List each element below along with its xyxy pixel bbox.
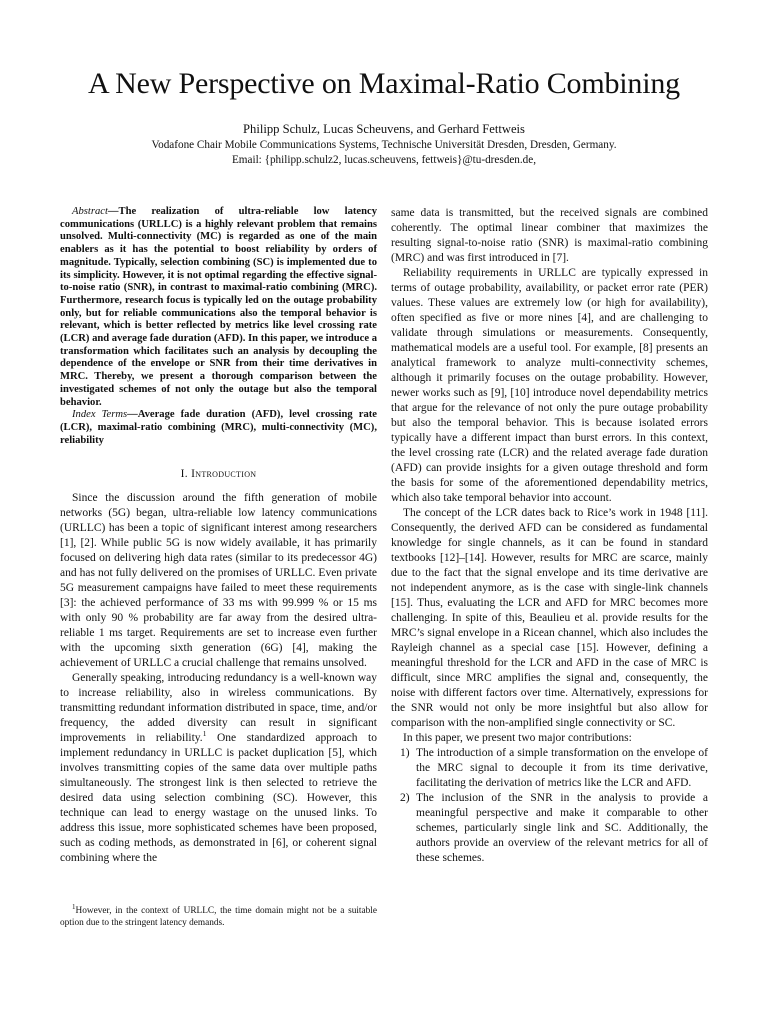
list-item [391, 746, 708, 791]
abstract-text: The realization of ultra-reliable low latency communications (URLLC) is a highly relevant problem that remains unsolved. Multi-connectivity (MC) is regarded as one of the main enablers as it has the potential to boost reliability by orders of magnitude. Typically, selection combining (SC) is implemented due to its simplicity. However, it is not optimal regarding the effective signal-to-noise ratio (SNR), in contrast to maximal-ratio combining (MRC). Furthermore, research focus is typically led on the outage probability only, but for reliable communications also the temporal behavior is relevant, which is better reflected by metrics like level crossing rate (LCR) and average fade duration (AFD). In this paper, we introduce a transformation which facilitates such an analysis by decoupling the dependence of the envelope or SNR from their time derivatives in MRC. Thereby, we present a thorough comparison between the investigated schemes of not only the outage but also the temporal behavior. [60, 206, 377, 408]
list-text: The inclusion of the SNR in the analysis to provide a meaningful perspective and make it comparable to other schemes, particularly single link and SC. Additionally, the authors provide an overview of the relevant metrics for all of these schemes. [416, 792, 708, 864]
paragraph: In this paper, we present two major contributions: [403, 732, 632, 744]
paragraph [60, 671, 377, 866]
contribution-list [391, 746, 708, 866]
paragraph: same data is transmitted, but the received signals are combined coherently. The optimal linear combiner that maximizes the resulting signal-to-noise ratio (SNR) is maximal-ratio combining (MRC) and was first introduced in [7]. [391, 207, 708, 264]
paper-title: A New Perspective on Maximal-Ratio Combining [88, 67, 680, 100]
affiliation: Vodafone Chair Mobile Communications Systems, Technische Universität Dresden, Dresden, Germany. [151, 139, 617, 151]
index-terms-label: Index Terms [72, 409, 128, 421]
email-line: Email: {philipp.schulz2, lucas.scheuvens, fettweis}@tu-dresden.de, [231, 154, 537, 166]
abstract-label: Abstract [72, 206, 108, 217]
list-number: 1) [400, 747, 410, 759]
paragraph: Reliability requirements in URLLC are typically expressed in terms of outage probability, availability, or packet error rate (PER) values. These values are extremely low (or high for availability), often specified as five or more nines [4], and are challenging to validate through simulations or measurements. Consequently, mathematical models are a useful tool. For example, [8] presents an analytical framework to analyze multi-connectivity schemes, although it primarily focuses on the outage probability. However, newer works such as [9], [10] introduce novel dependability metrics that argue for the relevance of not only the pure outage probability but also the temporal behavior. This is because isolated errors typically have a different impact than burst errors. In this context, the level crossing rate (LCR) and the related average fade duration (AFD) can provide insights for a given outage threshold and form the basis for some of the aforementioned dependability metrics, which also take temporal behavior into account. [391, 267, 708, 504]
list-item [391, 791, 708, 866]
footnote-text: However, in the context of URLLC, the time domain might not be a suitable option due to the stringent latency demands. [60, 906, 377, 928]
abstract [60, 206, 377, 409]
section-number: I. [180, 468, 188, 481]
list-number: 2) [400, 792, 410, 804]
left-column [60, 206, 377, 866]
list-text: The introduction of a simple transformation on the envelope of the MRC signal to decouple it from its time derivative, facilitating the derivation of metrics like the LCR and AFD. [416, 747, 708, 789]
section-title: Introduction [191, 468, 257, 481]
index-terms-text: Average fade duration (AFD), level crossing rate (LCR), maximal-ratio combining (MRC), multi-connectivity (MC), reliability [60, 409, 377, 446]
index-terms [60, 409, 377, 447]
paragraph-text: Generally speaking, introducing redundancy is a well-known way to increase reliability, also in wireless communications. By transmitting redundant information distributed in space, time, and/or frequency, the added diversity can result in significant improvements in reliability. [60, 672, 377, 745]
paragraph: The concept of the LCR dates back to Rice’s work in 1948 [11]. Consequently, the derived AFD can be considered as fundamental knowledge for single channels, as it can be found in standard textbooks [12]–[14]. However, results for MRC are scarce, mainly due to the fact that the signal envelope and its time derivative are not independent anymore, as is the case with single-link channels [15]. Thus, evaluating the LCR and AFD for MRC becomes more challenging. In spite of this, Beaulieu et al. provide results for the MRC’s signal envelope in a Ricean channel, which also includes the Rayleigh channel as a special case [15]. However, defining a meaningful threshold for the LCR and AFD in the case of MRC is difficult, since MRC amplifies the signal and, consequently, the noise with different factors over time. Alternatively, expressions for the SNR would not only be more insightful but also allow for comparison with the non-amplified single connectivity or SC. [391, 507, 708, 729]
paragraph-text: One standardized approach to implement redundancy in URLLC is packet duplication [5], which involves transmitting copies of the same data over multiple paths simultaneously. The strongest link is then selected to retrieve the desired data using selection combining (SC). However, this technique can lead to energy wastage on the unused links. To address this issue, more sophisticated schemes have been proposed, such as coding methods, as demonstrated in [6], or coherent signal combining where the [60, 732, 378, 865]
footnote-mark: 1 [72, 902, 76, 911]
section-heading-introduction [60, 467, 377, 482]
footnote [60, 902, 377, 930]
paragraph: Since the discussion around the fifth generation of mobile networks (5G) began, ultra-reliable low latency communications (URLLC) has been a topic of significant interest among researchers [1], [2]. While public 5G is now widely available, it has primarily focused on delivering high data rates (similar to its predecessor 4G) and has not fully delivered on the promises of URLLC. Even private 5G measurement campaigns have failed to meet these requirements [3]: the achieved performance of 33 ms with 99.999 % or 15 ms with only 90 % probability are far away from the desired ultra-reliable 1 ms target. Requirements are set to increase even further with the upcoming sixth generation (6G) [4], making the achievement of URLLC a crucial challenge that remains unsolved. [60, 492, 377, 670]
index-terms-dash: — [127, 409, 138, 421]
footnote-ref[interactable]: 1 [202, 729, 207, 739]
abstract-dash: — [107, 206, 119, 217]
right-column [391, 206, 708, 866]
author-list: Philipp Schulz, Lucas Scheuvens, and Gerhard Fettweis [243, 122, 525, 136]
